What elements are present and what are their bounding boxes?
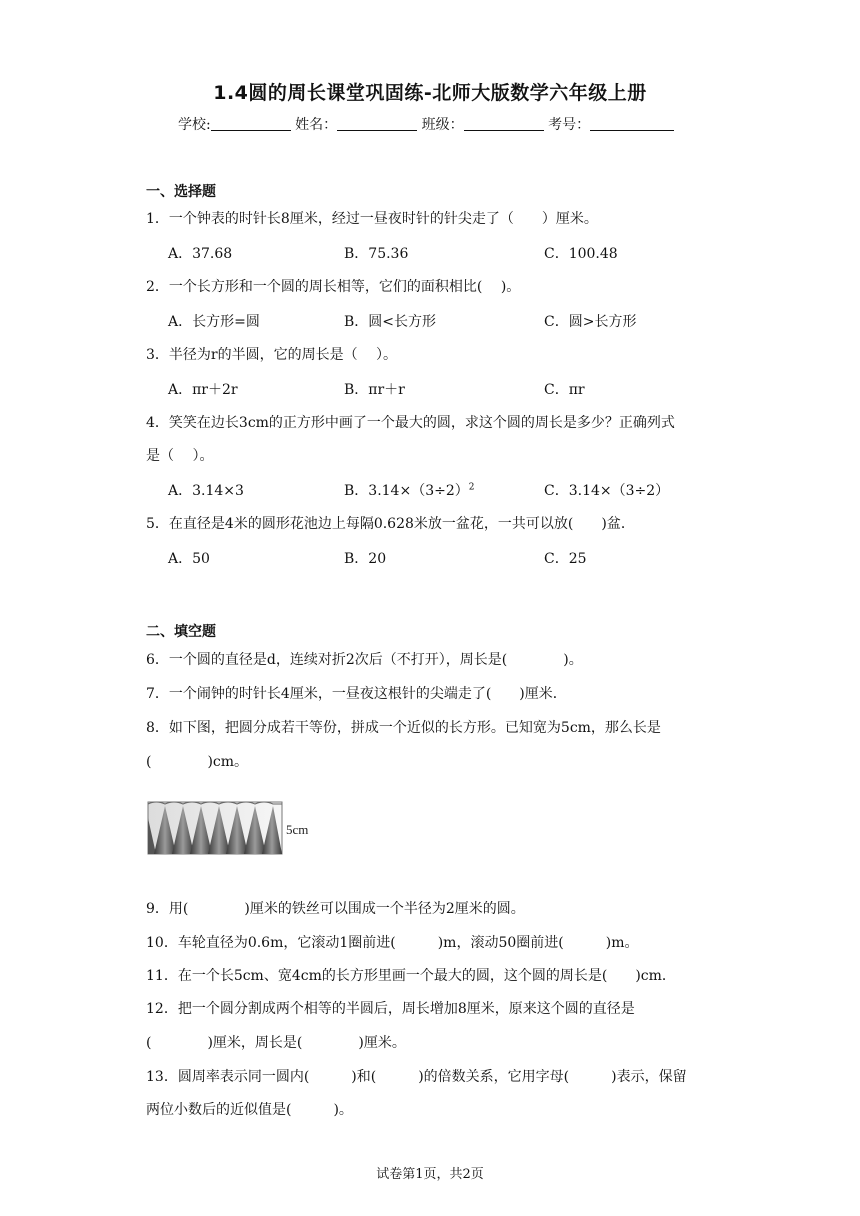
question-1-stem: 1．一个钟表的时针长8厘米，经过一昼夜时针的针尖走了（ ）厘米。 xyxy=(146,211,598,227)
question-3-option-a: A．πr＋2r xyxy=(168,382,238,398)
sector-strip-image xyxy=(146,800,326,860)
question-10: 10．车轮直径为0.6m，它滚动1圈前进( )m，滚动50圈前进( )m。 xyxy=(146,935,639,951)
class-blank xyxy=(464,116,544,131)
question-4-option-b-exponent: 2 xyxy=(468,482,475,493)
section-heading-choice: 一、选择题 xyxy=(146,184,216,200)
question-12-line-2: ( )厘米，周长是( )厘米。 xyxy=(146,1035,406,1051)
question-13-line-1: 13．圆周率表示同一圆内( )和( )的倍数关系，它用字母( )表示，保留 xyxy=(146,1069,687,1085)
school-label: 学校: xyxy=(178,117,211,133)
question-2-option-a: A．长方形=圆 xyxy=(168,314,260,330)
question-5-option-c: C．25 xyxy=(544,551,587,567)
question-12-line-1: 12．把一个圆分割成两个相等的半圆后，周长增加8厘米，原来这个圆的直径是 xyxy=(146,1001,635,1017)
page-title: 1.4圆的周长课堂巩固练-北师大版数学六年级上册 xyxy=(213,82,647,104)
question-3-option-c: C．πr xyxy=(544,382,585,398)
figure-width-label: 5cm xyxy=(286,822,309,837)
question-8-line-2: ( )cm。 xyxy=(146,754,249,770)
question-3-stem: 3．半径为r的半圆，它的周长是（ ）。 xyxy=(146,347,398,363)
school-blank xyxy=(211,116,291,131)
question-1-option-c: C．100.48 xyxy=(544,246,618,262)
question-2-option-b: B．圆<长方形 xyxy=(344,314,437,330)
name-blank xyxy=(337,116,417,131)
student-info-line xyxy=(178,114,674,134)
name-label: 姓名： xyxy=(295,117,338,133)
question-1-option-a: A．37.68 xyxy=(168,246,233,262)
question-2-option-c: C．圆>长方形 xyxy=(544,314,637,330)
question-2-stem: 2．一个长方形和一个圆的周长相等，它们的面积相比( )。 xyxy=(146,279,521,295)
circle-to-rectangle-figure xyxy=(146,800,326,860)
question-7: 7．一个闹钟的时针长4厘米，一昼夜这根针的尖端走了( )厘米． xyxy=(146,686,567,702)
question-5-option-b: B．20 xyxy=(344,551,387,567)
question-8-line-1: 8．如下图，把圆分成若干等份，拼成一个近似的长方形。已知宽为5cm，那么长是 xyxy=(146,720,661,736)
question-4-option-b xyxy=(344,480,474,500)
exam-no-label: 考号： xyxy=(548,117,591,133)
question-4-option-b-text: B．3.14×（3÷2） xyxy=(344,483,469,499)
question-5-stem: 5．在直径是4米的圆形花池边上每隔0.628米放一盆花，一共可以放( )盆． xyxy=(146,516,635,532)
class-label: 班级： xyxy=(421,117,464,133)
question-1-option-b: B．75.36 xyxy=(344,246,409,262)
page-footer: 试卷第1页，共2页 xyxy=(376,1167,484,1182)
question-4-stem-line-1: 4．笑笑在边长3cm的正方形中画了一个最大的圆，求这个圆的周长是多少？正确列式 xyxy=(146,415,675,431)
question-5-option-a: A．50 xyxy=(168,551,210,567)
section-heading-fill-in: 二、填空题 xyxy=(146,624,216,640)
exam-no-blank xyxy=(590,116,674,131)
question-13-line-2: 两位小数后的近似值是( )。 xyxy=(146,1102,353,1118)
question-9: 9．用( )厘米的铁丝可以围成一个半径为2厘米的圆。 xyxy=(146,901,525,917)
question-3-option-b: B．πr＋r xyxy=(344,382,405,398)
question-4-option-a: A．3.14×3 xyxy=(168,483,244,499)
question-11: 11．在一个长5cm、宽4cm的长方形里画一个最大的圆，这个圆的周长是( )cm． xyxy=(146,968,676,984)
question-6: 6．一个圆的直径是d，连续对折2次后（不打开），周长是( )。 xyxy=(146,652,583,668)
question-4-option-c: C．3.14×（3÷2） xyxy=(544,483,670,499)
question-4-stem-line-2: 是（ ）。 xyxy=(146,448,214,464)
